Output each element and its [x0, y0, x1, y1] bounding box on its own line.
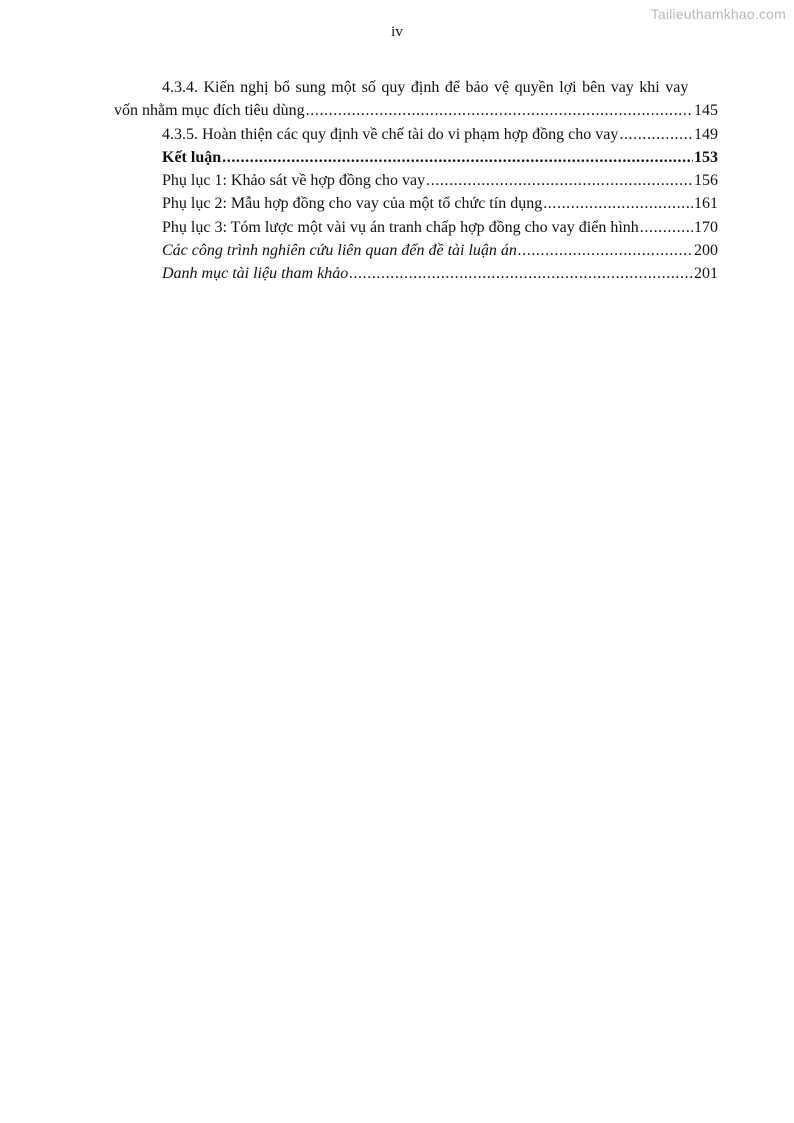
toc-entry-title: 4.3.5. Hoàn thiện các quy định về chế tài do vi phạm hợp đồng cho vay	[162, 125, 619, 143]
page-number: iv	[391, 24, 403, 40]
dot-leader	[349, 262, 693, 285]
toc-entry-phu-luc-1[interactable]	[114, 169, 718, 192]
toc-entry-page: 200	[694, 242, 718, 260]
toc-entry-title: Phụ lục 2: Mẫu hợp đồng cho vay của một tổ chức tín dụng	[162, 195, 543, 213]
dot-leader	[518, 239, 693, 262]
dot-leader	[426, 169, 693, 192]
toc-entry-page: 156	[694, 172, 718, 190]
dot-leader	[619, 123, 693, 146]
toc-entry-page: 201	[694, 265, 718, 283]
toc-entry-page: 145	[694, 102, 718, 120]
toc-entry-page: 170	[694, 218, 718, 236]
toc-entry-phu-luc-2[interactable]	[114, 192, 718, 215]
toc-entry-title: Phụ lục 3: Tóm lược một vài vụ án tranh chấp hợp đồng cho vay điển hình	[162, 218, 639, 236]
toc-entry-4-3-5[interactable]	[114, 123, 718, 146]
toc-entry-phu-luc-3[interactable]	[114, 216, 718, 239]
toc-entry-4-3-4[interactable]	[114, 76, 718, 123]
dot-leader	[222, 146, 693, 169]
toc-entry-title: Kết luận	[162, 148, 222, 166]
toc-entry-page: 149	[694, 125, 718, 143]
table-of-contents	[114, 76, 718, 286]
toc-entry-page: 161	[694, 195, 718, 213]
toc-entry-title: Danh mục tài liệu tham khảo	[162, 265, 349, 283]
dot-leader	[543, 192, 693, 215]
toc-entry-danh-muc[interactable]	[114, 262, 718, 285]
dot-leader	[306, 99, 693, 122]
toc-entry-title-line1: 4.3.4. Kiến nghị bổ sung một số quy định để bảo vệ quyền lợi bên vay khi vay	[162, 79, 689, 96]
watermark: Tailieuthamkhao.com	[650, 6, 786, 22]
toc-entry-title: Phụ lục 1: Khảo sát về hợp đồng cho vay	[162, 172, 426, 190]
toc-entry-title-line2: vốn nhằm mục đích tiêu dùng	[114, 102, 305, 120]
toc-entry-page: 153	[694, 148, 718, 166]
toc-entry-ket-luan[interactable]	[114, 146, 718, 169]
toc-entry-cong-trinh[interactable]	[114, 239, 718, 262]
toc-entry-title: Các công trình nghiên cứu liên quan đến đề tài luận án	[162, 242, 517, 260]
dot-leader	[640, 216, 693, 239]
